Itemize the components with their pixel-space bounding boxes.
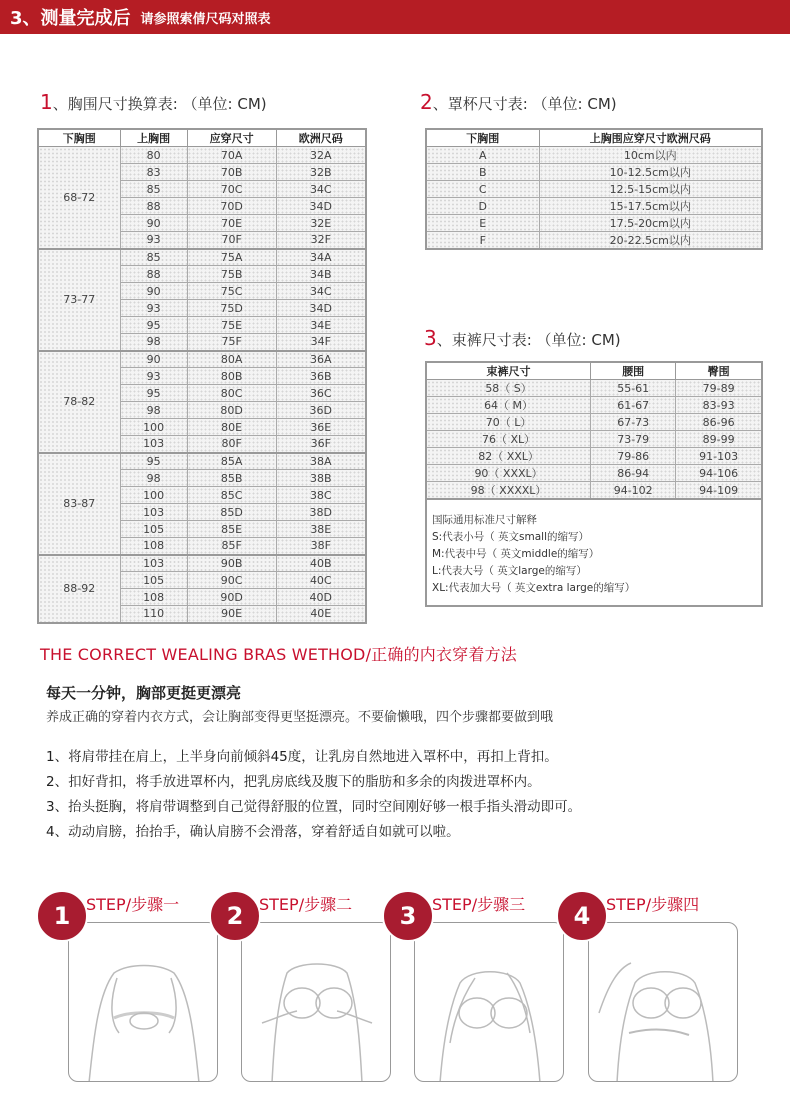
table-cell: 36E: [276, 419, 366, 436]
table-cell: 79-89: [676, 380, 762, 397]
table-cell: 95: [120, 385, 187, 402]
header-banner: [0, 0, 790, 34]
table-cell: 34C: [276, 181, 366, 198]
section-title-text: 、胸围尺寸换算表: （单位: CM): [52, 95, 267, 113]
column-header: 下胸围: [426, 129, 539, 147]
bust-size-table: [37, 128, 367, 624]
table-cell: 80C: [187, 385, 276, 402]
table-row: [426, 380, 762, 397]
table-cell: 80A: [187, 351, 276, 368]
step-card-3: [382, 890, 562, 1090]
pants-size-table: [425, 361, 763, 500]
table-cell: 105: [120, 521, 187, 538]
table-cell: 15-17.5cm以内: [539, 198, 762, 215]
column-header: 欧洲尺码: [276, 129, 366, 147]
table-cell: 40C: [276, 572, 366, 589]
table-cell: 80B: [187, 368, 276, 385]
table-cell: 34B: [276, 266, 366, 283]
column-header: 束裤尺寸: [426, 362, 591, 380]
step-illustration: [68, 922, 218, 1082]
table-cell: 70F: [187, 232, 276, 249]
table-cell: 94-102: [591, 482, 676, 500]
table-cell: 98: [120, 470, 187, 487]
table-cell: 83-93: [676, 397, 762, 414]
underbust-range-cell: 73-77: [38, 249, 120, 351]
table-cell: 85D: [187, 504, 276, 521]
table-row: [426, 215, 762, 232]
table-cell: 36F: [276, 436, 366, 453]
table-cell: 98: [120, 402, 187, 419]
table-cell: 70C: [187, 181, 276, 198]
table-row: [426, 448, 762, 465]
underbust-range-cell: 88-92: [38, 555, 120, 623]
table-cell: 34F: [276, 334, 366, 351]
table-cell: 90C: [187, 572, 276, 589]
table-cell: 79-86: [591, 448, 676, 465]
table-cell: 85C: [187, 487, 276, 504]
table-cell: 10-12.5cm以内: [539, 164, 762, 181]
table-cell: 38F: [276, 538, 366, 555]
section-number: 2: [420, 90, 433, 114]
table-cell: 89-99: [676, 431, 762, 448]
section-number: 3: [424, 326, 437, 350]
step-number-badge: 3: [382, 890, 434, 942]
table-cell: 90: [120, 215, 187, 232]
table-cell: F: [426, 232, 539, 250]
table-cell: 98（ XXXXL）: [426, 482, 591, 500]
table-cell: 32A: [276, 147, 366, 164]
wearing-steps: [46, 745, 581, 845]
step-illustration: [588, 922, 738, 1082]
column-header: 臀围: [676, 362, 762, 380]
table-cell: 86-94: [591, 465, 676, 482]
cup-size-table: [425, 128, 763, 250]
bra-back-clasp-illustration: [69, 923, 218, 1082]
wearing-step-text: 2、扣好背扣，将手放进罩杯内，把乳房底线及腹下的脂肪和多余的肉拨进罩杯内。: [46, 774, 541, 790]
size-note-line: S:代表小号（ 英文small的缩写）: [432, 531, 590, 543]
table-cell: 70（ L）: [426, 414, 591, 431]
table-cell: 73-79: [591, 431, 676, 448]
table-row: [426, 465, 762, 482]
table-cell: 93: [120, 368, 187, 385]
table-cell: 38D: [276, 504, 366, 521]
table-cell: A: [426, 147, 539, 164]
step-label: STEP/步骤一: [86, 895, 180, 914]
table-cell: 40E: [276, 606, 366, 623]
column-header: 下胸围: [38, 129, 120, 147]
table-row: [426, 397, 762, 414]
table-cell: 85E: [187, 521, 276, 538]
table-cell: 108: [120, 538, 187, 555]
step-number-badge: 1: [36, 890, 88, 942]
table-cell: 38A: [276, 453, 366, 470]
table-cell: 61-67: [591, 397, 676, 414]
section-title-text: 、罩杯尺寸表: （单位: CM): [432, 95, 617, 113]
table-cell: 93: [120, 232, 187, 249]
underbust-range-cell: 68-72: [38, 147, 120, 249]
step-label: STEP/步骤三: [432, 895, 526, 914]
table-cell: 95: [120, 453, 187, 470]
table-cell: 85: [120, 181, 187, 198]
banner-subtitle: 请参照索倩尺码对照表: [140, 11, 271, 27]
table-row: [426, 414, 762, 431]
table-cell: 85A: [187, 453, 276, 470]
table-cell: 75C: [187, 283, 276, 300]
table-row: [426, 181, 762, 198]
column-header: 应穿尺寸: [187, 129, 276, 147]
table-cell: 38B: [276, 470, 366, 487]
table-cell: 20-22.5cm以内: [539, 232, 762, 250]
banner-title: 3、测量完成后: [10, 8, 131, 29]
underbust-range-cell: 83-87: [38, 453, 120, 555]
table-cell: 93: [120, 300, 187, 317]
table-cell: 105: [120, 572, 187, 589]
table-cell: C: [426, 181, 539, 198]
size-notes-title: 国际通用标准尺寸解释: [432, 514, 537, 526]
underbust-range-cell: 78-82: [38, 351, 120, 453]
table-row: [38, 555, 366, 572]
table-cell: 86-96: [676, 414, 762, 431]
table-cell: 34D: [276, 300, 366, 317]
step-label: STEP/步骤四: [606, 895, 700, 914]
table-cell: 70D: [187, 198, 276, 215]
table-cell: 110: [120, 606, 187, 623]
table-cell: 38E: [276, 521, 366, 538]
bust-table-title: [40, 90, 267, 114]
strap-adjust-illustration: [415, 923, 564, 1082]
table-cell: 36A: [276, 351, 366, 368]
table-row: [426, 147, 762, 164]
cup-table-title: [420, 90, 617, 114]
size-note-line: L:代表大号（ 英文large的缩写）: [432, 565, 587, 577]
table-cell: 75B: [187, 266, 276, 283]
table-cell: 12.5-15cm以内: [539, 181, 762, 198]
table-cell: 91-103: [676, 448, 762, 465]
table-cell: 88: [120, 266, 187, 283]
table-cell: 80F: [187, 436, 276, 453]
table-cell: 32B: [276, 164, 366, 181]
table-cell: 34A: [276, 249, 366, 266]
pants-table-title: [424, 326, 621, 350]
table-cell: B: [426, 164, 539, 181]
table-row: [38, 147, 366, 164]
table-cell: 34D: [276, 198, 366, 215]
column-header: 上胸围: [120, 129, 187, 147]
size-note-line: M:代表中号（ 英文middle的缩写）: [432, 548, 600, 560]
table-cell: 85: [120, 249, 187, 266]
table-cell: 82（ XXL）: [426, 448, 591, 465]
wearing-step-text: 4、动动肩膀，抬抬手，确认肩膀不会滑落，穿着舒适自如就可以啦。: [46, 824, 460, 840]
table-cell: 38C: [276, 487, 366, 504]
table-cell: 80: [120, 147, 187, 164]
table-cell: 70A: [187, 147, 276, 164]
wearing-description: 养成正确的穿着内衣方式，会让胸部变得更坚挺漂亮。不要偷懒哦，四个步骤都要做到哦: [46, 710, 554, 725]
table-cell: 103: [120, 436, 187, 453]
table-cell: 103: [120, 504, 187, 521]
step-illustration: [414, 922, 564, 1082]
wearing-method-title: THE CORRECT WEALING BRAS WETHOD/正确的内衣穿着方法: [40, 645, 517, 664]
table-cell: 75D: [187, 300, 276, 317]
shoulder-check-illustration: [589, 923, 738, 1082]
table-cell: 90: [120, 283, 187, 300]
table-cell: 100: [120, 487, 187, 504]
table-cell: 17.5-20cm以内: [539, 215, 762, 232]
table-cell: 34C: [276, 283, 366, 300]
table-cell: 90: [120, 351, 187, 368]
table-cell: 55-61: [591, 380, 676, 397]
table-row: [426, 164, 762, 181]
table-cell: 94-109: [676, 482, 762, 500]
step-card-1: [36, 890, 216, 1090]
table-cell: 34E: [276, 317, 366, 334]
table-cell: 10cm以内: [539, 147, 762, 164]
step-label: STEP/步骤二: [259, 895, 353, 914]
table-cell: 58（ S）: [426, 380, 591, 397]
table-cell: 75F: [187, 334, 276, 351]
table-cell: 75E: [187, 317, 276, 334]
table-cell: 36C: [276, 385, 366, 402]
step-illustration: [241, 922, 391, 1082]
table-cell: 98: [120, 334, 187, 351]
step-number-badge: 2: [209, 890, 261, 942]
table-cell: 95: [120, 317, 187, 334]
size-notes: [432, 512, 762, 597]
column-header: 上胸围应穿尺寸欧洲尺码: [539, 129, 762, 147]
table-cell: 70B: [187, 164, 276, 181]
table-row: [426, 198, 762, 215]
table-row: [426, 232, 762, 250]
size-note-line: XL:代表加大号（ 英文extra large的缩写）: [432, 582, 636, 594]
table-cell: 64（ M）: [426, 397, 591, 414]
wearing-step-text: 3、抬头挺胸，将肩带调整到自己觉得舒服的位置，同时空间刚好够一根手指头滑动即可。: [46, 799, 582, 815]
table-cell: 67-73: [591, 414, 676, 431]
table-cell: 83: [120, 164, 187, 181]
table-cell: 85B: [187, 470, 276, 487]
table-cell: 108: [120, 589, 187, 606]
table-cell: 80E: [187, 419, 276, 436]
table-row: [38, 249, 366, 266]
step-card-2: [209, 890, 389, 1090]
table-cell: 75A: [187, 249, 276, 266]
table-cell: 88: [120, 198, 187, 215]
step-number-badge: 4: [556, 890, 608, 942]
table-cell: 70E: [187, 215, 276, 232]
section-title-text: 、束裤尺寸表: （单位: CM): [436, 331, 621, 349]
table-cell: 76（ XL）: [426, 431, 591, 448]
table-cell: 80D: [187, 402, 276, 419]
table-cell: E: [426, 215, 539, 232]
table-row: [38, 453, 366, 470]
table-cell: 40D: [276, 589, 366, 606]
table-cell: D: [426, 198, 539, 215]
table-cell: 85F: [187, 538, 276, 555]
table-cell: 36D: [276, 402, 366, 419]
table-row: [426, 431, 762, 448]
table-cell: 32F: [276, 232, 366, 249]
wearing-subtitle: 每天一分钟，胸部更挺更漂亮: [46, 684, 242, 702]
table-row: [38, 351, 366, 368]
table-cell: 100: [120, 419, 187, 436]
table-cell: 90（ XXXL）: [426, 465, 591, 482]
step-card-4: [556, 890, 736, 1090]
wearing-step-text: 1、将肩带挂在肩上，上半身向前倾斜45度，让乳房自然地进入罩杯中，再扣上背扣。: [46, 749, 558, 765]
table-cell: 103: [120, 555, 187, 572]
column-header: 腰围: [591, 362, 676, 380]
bra-adjust-illustration: [242, 923, 391, 1082]
section-number: 1: [40, 90, 53, 114]
table-cell: 90D: [187, 589, 276, 606]
table-cell: 90E: [187, 606, 276, 623]
table-cell: 36B: [276, 368, 366, 385]
table-cell: 90B: [187, 555, 276, 572]
table-cell: 40B: [276, 555, 366, 572]
table-cell: 94-106: [676, 465, 762, 482]
table-cell: 32E: [276, 215, 366, 232]
